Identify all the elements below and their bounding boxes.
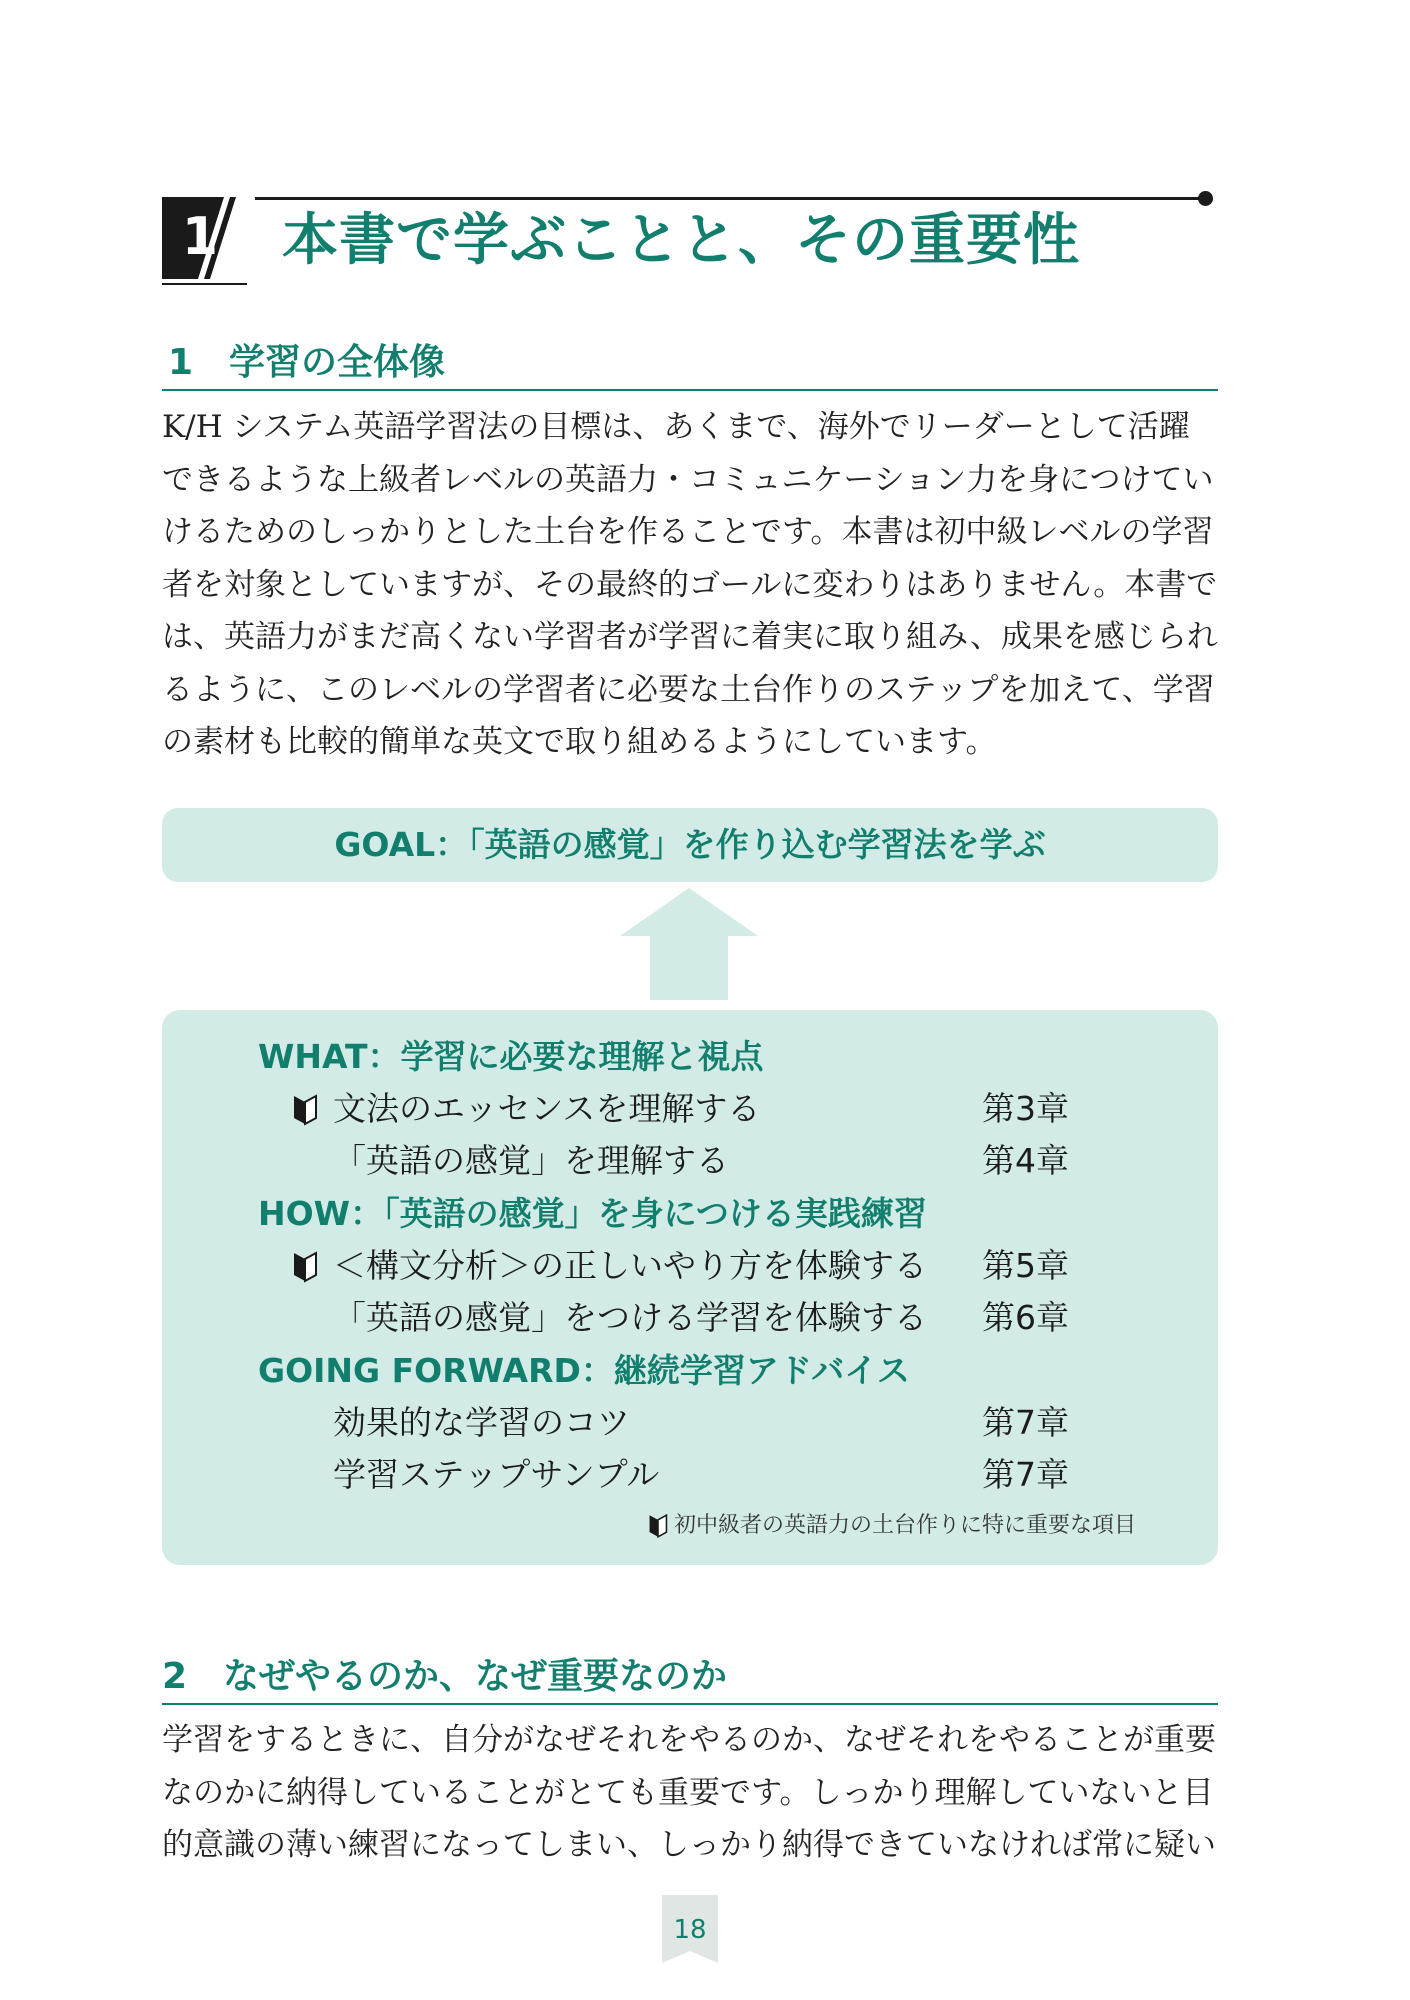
chapter-header-rule xyxy=(255,197,1205,200)
section-2-paragraph xyxy=(162,1714,1216,1872)
paragraph-line: なのかに納得していることがとても重要です。しっかり理解していないと目 xyxy=(162,1774,1214,1811)
paragraph-line: できるような上級者レベルの英語力・コミュニケーション力を身につけてい xyxy=(162,461,1214,498)
paragraph-line: は、英語力がまだ高くない学習者が学習に着実に取り組み、成果を感じられ xyxy=(162,619,1218,655)
up-arrow-icon xyxy=(620,888,758,1000)
going-forward-group-heading: GOING FORWARD：継続学習アドバイス xyxy=(258,1351,910,1390)
chapter-ref: 第4章 xyxy=(982,1141,1069,1180)
paragraph-line: の素材も比較的簡単な英文で取り組めるようにしています。 xyxy=(162,724,997,760)
list-item: 学習ステップサンプル xyxy=(333,1455,660,1494)
goal-text: GOAL：「英語の感覚」を作り込む学習法を学ぶ xyxy=(334,825,1046,864)
section-1-rule xyxy=(162,389,1218,391)
chapter-ref: 第5章 xyxy=(982,1246,1069,1285)
list-item: 効果的な学習のコツ xyxy=(333,1403,630,1442)
wakaba-mark-icon xyxy=(292,1094,318,1126)
paragraph-line: けるためのしっかりとした土台を作ることです。本書は初中級レベルの学習 xyxy=(162,514,1214,550)
paragraph-line: るように、このレベルの学習者に必要な土台作りのステップを加えて、学習 xyxy=(162,671,1215,708)
section-2-heading: 2 なぜやるのか、なぜ重要なのか xyxy=(162,1656,728,1697)
chapter-title: 本書で学ぶことと、その重要性 xyxy=(282,208,1080,273)
page-number: 18 xyxy=(673,1915,707,1945)
section-1-heading: 1 学習の全体像 xyxy=(168,342,446,383)
chapter-badge-underline xyxy=(162,283,247,285)
how-group-heading: HOW：「英語の感覚」を身につける実践練習 xyxy=(258,1194,927,1233)
list-item: 「英語の感覚」をつける学習を体験する xyxy=(333,1298,927,1337)
list-item: ＜構文分析＞の正しいやり方を体験する xyxy=(333,1246,927,1285)
chapter-header-dot xyxy=(1198,191,1213,206)
list-item: 「英語の感覚」を理解する xyxy=(333,1141,729,1180)
paragraph-line: 学習をするときに、自分がなぜそれをやるのか、なぜそれをやることが重要 xyxy=(162,1722,1216,1758)
paragraph-line: 的意識の薄い練習になってしまい、しっかり納得できていなければ常に疑い xyxy=(162,1827,1216,1863)
wakaba-mark-icon xyxy=(292,1251,318,1283)
section-2-rule xyxy=(162,1703,1218,1705)
chapter-ref: 第7章 xyxy=(982,1403,1069,1442)
what-group-heading: WHAT：学習に必要な理解と視点 xyxy=(258,1037,764,1076)
list-item: 文法のエッセンスを理解する xyxy=(333,1089,761,1128)
wakaba-mark-icon xyxy=(648,1513,668,1539)
chapter-ref: 第3章 xyxy=(982,1089,1069,1128)
section-1-paragraph xyxy=(162,401,1218,769)
chapter-number: 1 xyxy=(181,207,219,267)
legend-text: 初中級者の英語力の土台作りに特に重要な項目 xyxy=(674,1513,1137,1538)
chapter-ref: 第6章 xyxy=(982,1298,1069,1337)
paragraph-line: K/H システム英語学習法の目標は、あくまで、海外でリーダーとして活躍 xyxy=(162,409,1190,445)
paragraph-line: 者を対象としていますが、その最終的ゴールに変わりはありません。本書で xyxy=(162,566,1218,603)
chapter-ref: 第7章 xyxy=(982,1455,1069,1494)
